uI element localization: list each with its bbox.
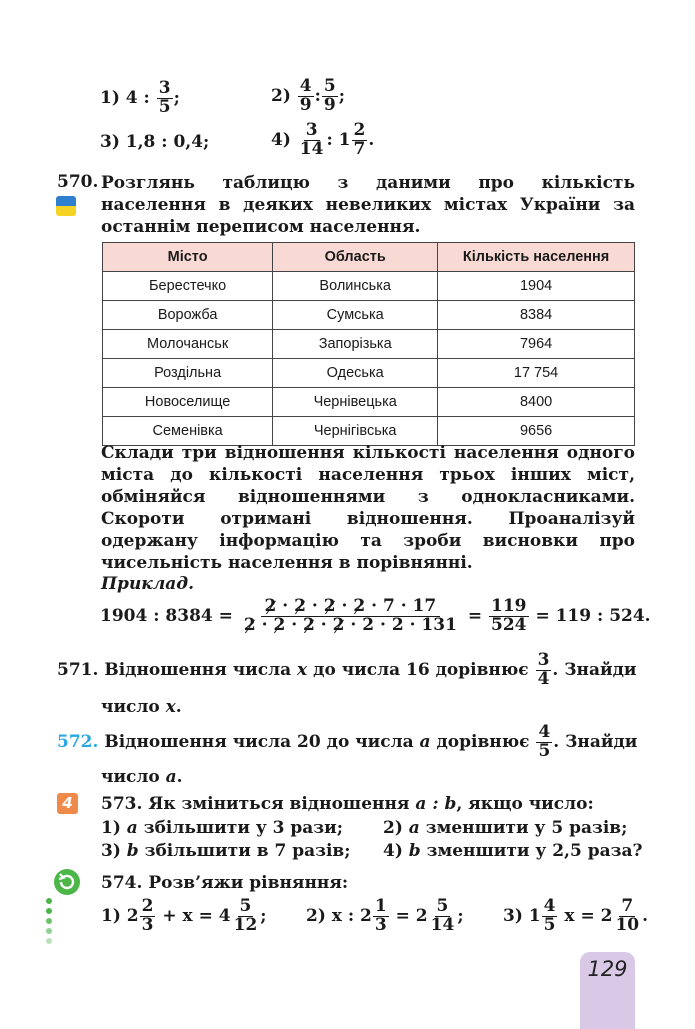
table-header-row xyxy=(103,243,635,272)
ukraine-flag-icon xyxy=(56,196,76,216)
ex574-eq3: 3) 1 $\frac{4}{5}$ x = 2 $\frac{7}{10}$ . xyxy=(503,896,649,935)
table-header: Місто xyxy=(103,243,273,272)
ex571: 571. Відношення числа x до числа 16 дорівнює $\frac{3}{4}$ . Знайди xyxy=(57,650,637,689)
table-row: Берестечко Волинська 1904 xyxy=(103,272,635,301)
ex572: 572. Відношення числа 20 до числа a дорівнює $\frac{4}{5}$ . Знайди xyxy=(57,722,638,761)
ex572-line2: число a . xyxy=(101,767,183,787)
ex570-task: Склади три відношення кількості населення одного міста до кількості населення трьох інших міст, обміняйся відношеннями з однокласниками. Скороти отримані відношення. Проаналізуй одержану інформацію та зроби висновки про чисельність населення в порівнянні. xyxy=(101,443,635,573)
fraction: $\frac{3}{5}$ xyxy=(158,78,171,117)
dots-decoration xyxy=(45,898,53,944)
page-number: 129 xyxy=(587,957,628,981)
table-row: Молочанськ Запорізька 7964 xyxy=(103,330,635,359)
ex573-option: 3) b збільшити в 7 разів; xyxy=(101,841,351,861)
ex574-eq1: 1) 2 $\frac{2}{3}$ + x = 4 $\frac{5}{12}$ ; xyxy=(101,896,267,935)
table-header: Область xyxy=(273,243,438,272)
ex569-item-1: 1) 4 : $\frac{3}{5}$ ; xyxy=(100,78,180,117)
level-badge-icon: 4 xyxy=(57,793,78,814)
table-row: Роздільна Одеська 17 754 xyxy=(103,359,635,388)
repeat-icon xyxy=(53,868,81,896)
ex573-option: 1) a збільшити у 3 рази; xyxy=(101,818,344,838)
page-number-tab xyxy=(580,952,635,1029)
ex570-intro: Розглянь таблицю з даними про кількість населення в деяких невеликих містах України за останнім переписом населення. xyxy=(101,173,635,237)
example-label: Приклад. xyxy=(101,574,195,594)
ex573-option: 2) a зменшити у 5 разів; xyxy=(383,818,628,838)
ex574-title: 574. Розв’яжи рівняння: xyxy=(101,873,349,893)
ex570-number: 570. xyxy=(57,172,99,192)
ex571-line2: число x . xyxy=(101,697,182,717)
ex569-item-2: 2) $\frac{4}{9}$ : $\frac{5}{9}$ ; xyxy=(271,76,346,115)
ex573-question: 573. Як зміниться відношення a : b , якщо число: xyxy=(101,794,594,814)
table-header: Кількість населення xyxy=(438,243,635,272)
table-row: Семенівка Чернігівська 9656 xyxy=(103,417,635,446)
table-row: Ворожба Сумська 8384 xyxy=(103,301,635,330)
ex569-item-3: 3) 1,8 : 0,4; xyxy=(100,132,210,152)
population-table xyxy=(102,242,635,446)
ex573-option: 4) b зменшити у 2,5 раза? xyxy=(383,841,643,861)
ex569-item-4: 4) $\frac{3}{14}$ : 1 $\frac{2}{7}$ . xyxy=(271,120,375,159)
ex574-eq2: 2) x : 2 $\frac{1}{3}$ = 2 $\frac{5}{14}$ ; xyxy=(306,896,464,935)
table-row: Новоселище Чернівецька 8400 xyxy=(103,388,635,417)
example-equation: 1904 : 8384 = $\frac{2 \cdot 2 \cdot 2 \cdot 2 \cdot 7 \cdot 17}{2 \cdot 2 \cdot 2 \cdot 2 \cdot 2 \cdot 2 \cdot 131}$ = $\frac{119}{524}$ = 119 : 524. xyxy=(100,596,651,635)
